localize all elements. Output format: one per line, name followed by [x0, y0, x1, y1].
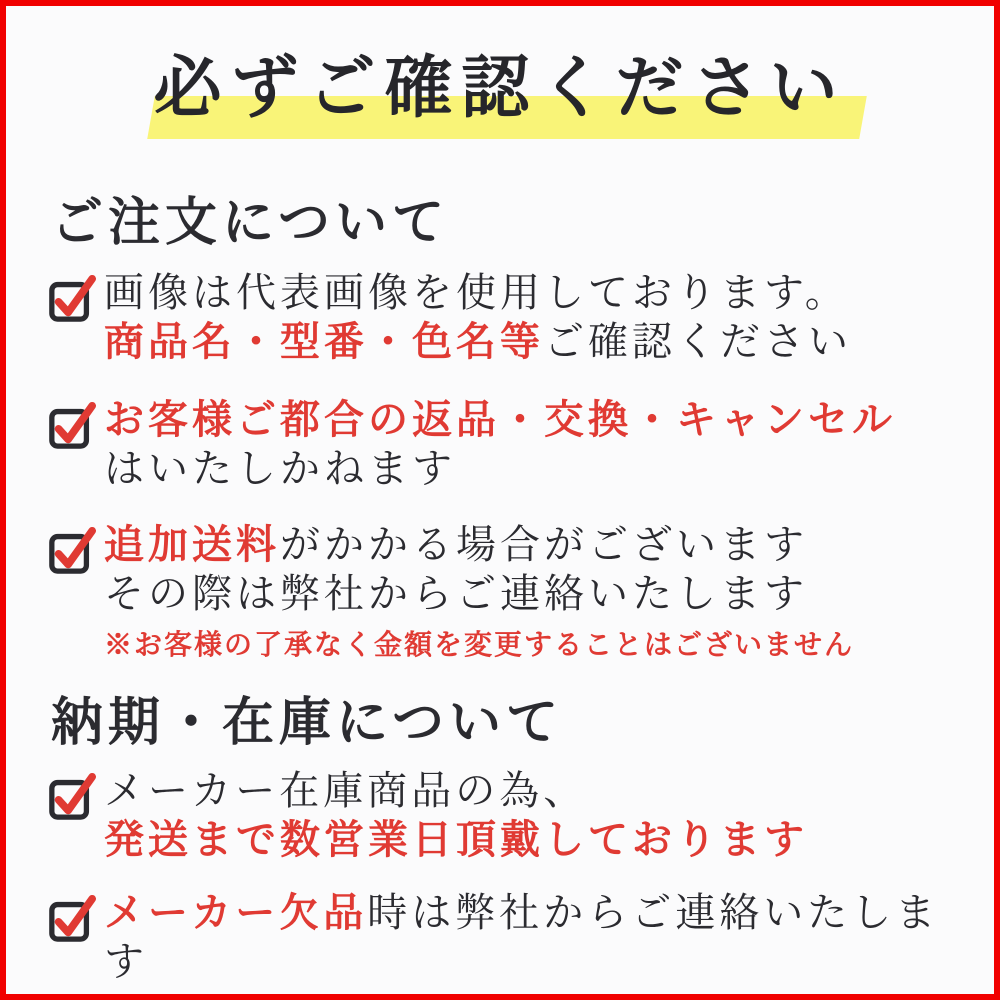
text-red: 商品名・型番・色名等	[104, 317, 544, 365]
text-red: 追加送料	[104, 521, 280, 568]
text-black: その際は弊社からご連絡いたします	[104, 570, 808, 617]
item-line	[104, 396, 896, 445]
text-red: メーカー欠品	[104, 889, 368, 936]
text-black: メーカー在庫商品の為、	[104, 768, 588, 814]
checklist-item-text	[104, 396, 896, 494]
item-line	[104, 570, 854, 619]
checked-checkbox-icon	[48, 770, 96, 822]
checklist-item-text	[104, 521, 854, 662]
text-black: 時は弊社からご連絡いたします	[104, 890, 940, 985]
price-change-note: ※お客様の了承なく金額を変更することはございません	[104, 627, 855, 661]
item-line	[104, 445, 896, 494]
text-red: 発送まで数営業日頂戴しております	[104, 815, 808, 863]
text-black: はいたしかねます	[104, 445, 456, 492]
checklist-item-returns	[48, 396, 974, 494]
checklist-item-text	[104, 889, 974, 987]
text-black: 画像は代表画像を使用しております。	[104, 270, 849, 316]
item-line	[104, 521, 854, 570]
item-line	[104, 889, 974, 987]
checked-checkbox-icon	[48, 399, 96, 451]
checked-checkbox-icon	[48, 524, 96, 576]
checklist-item-text	[104, 767, 808, 865]
page-title: 必ずご確認ください	[153, 48, 847, 128]
checklist-item-text	[104, 269, 852, 367]
section-heading-order: ご注文について	[51, 192, 449, 253]
item-line	[104, 816, 808, 865]
checked-checkbox-icon	[48, 272, 96, 324]
text-black: がかかる場合がございます	[280, 522, 808, 568]
checklist-item-representative-image	[48, 272, 974, 367]
item-line	[104, 767, 808, 816]
section-heading-stock: 納期・在庫について	[51, 692, 563, 753]
item-line	[104, 269, 852, 318]
checklist-item-maker-stock	[48, 770, 974, 865]
title-banner	[6, 6, 994, 166]
text-red: お客様ご都合の返品・交換・キャンセル	[104, 396, 896, 443]
checked-checkbox-icon	[48, 892, 96, 944]
item-line	[104, 318, 852, 367]
checklist-item-extra-shipping	[48, 521, 974, 662]
text-black: ご確認ください	[544, 318, 852, 365]
checklist-item-maker-out-of-stock	[48, 889, 974, 987]
